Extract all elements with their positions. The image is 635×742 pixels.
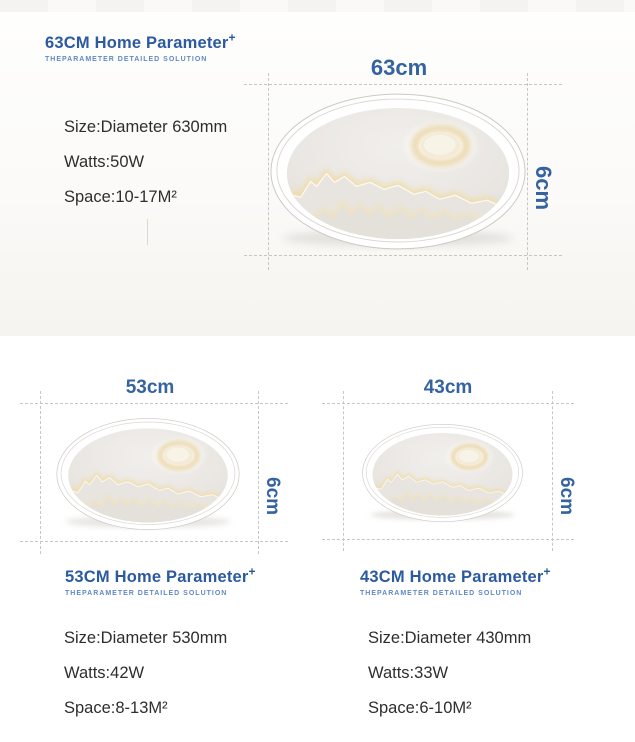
- dimension-guide-top-63: [244, 84, 562, 85]
- dimension-guide-left-43: [343, 391, 344, 551]
- spec-list-43: [368, 630, 531, 735]
- dimension-guide-bottom-43: [322, 539, 574, 540]
- width-dimension-label-43: 43cm: [423, 377, 473, 398]
- plus-icon: +: [228, 30, 236, 45]
- width-dimension-label-63: 63cm: [370, 55, 428, 80]
- param-title-text: 53CM Home Parameter: [65, 568, 249, 586]
- spec-watts: Watts:42W: [64, 664, 145, 682]
- spec-list-53: [64, 630, 227, 735]
- ceiling-lamp-image-63: [269, 92, 527, 251]
- spec-size: Size:Diameter 430mm: [368, 629, 532, 647]
- param-subtitle-43: THEPARAMETER DETAILED SOLUTION: [360, 590, 523, 597]
- param-title-63: [45, 30, 236, 53]
- spec-space: Space:8-13M²: [64, 699, 168, 717]
- param-header-63: [45, 30, 236, 63]
- dimension-guide-right-63: [527, 73, 528, 270]
- spec-space: Space:10-17M²: [64, 188, 177, 206]
- param-subtitle-53: THEPARAMETER DETAILED SOLUTION: [65, 590, 228, 597]
- stray-guide-tick: [147, 219, 148, 245]
- height-dimension-label-43: 6cm: [556, 477, 577, 516]
- spec-list-63: [64, 119, 227, 224]
- dimension-guide-top-43: [322, 403, 574, 404]
- plus-icon: +: [543, 564, 551, 579]
- param-header-43: [360, 564, 551, 597]
- dimension-guide-top-53: [20, 403, 288, 404]
- plus-icon: +: [248, 564, 256, 579]
- spec-size: Size:Diameter 630mm: [64, 118, 228, 136]
- param-title-43: [360, 564, 551, 587]
- spec-watts: Watts:50W: [64, 153, 145, 171]
- height-dimension-label-63: 6cm: [531, 166, 556, 211]
- dimension-guide-bottom-53: [20, 541, 288, 542]
- param-subtitle-63: THEPARAMETER DETAILED SOLUTION: [45, 56, 208, 63]
- spec-space: Space:6-10M²: [368, 699, 472, 717]
- param-title-text: 63CM Home Parameter: [45, 34, 229, 52]
- ceiling-lamp-image-43: [361, 423, 524, 523]
- dimension-guide-right-43: [552, 391, 553, 551]
- spec-size: Size:Diameter 530mm: [64, 629, 228, 647]
- top-edge-artifact: [0, 0, 635, 12]
- dimension-guide-bottom-63: [244, 255, 562, 256]
- width-dimension-label-53: 53cm: [125, 377, 175, 398]
- dimension-guide-left-53: [40, 391, 41, 554]
- height-dimension-label-53: 6cm: [262, 477, 283, 516]
- spec-watts: Watts:33W: [368, 664, 449, 682]
- param-title-53: [65, 564, 256, 587]
- ceiling-lamp-image-53: [55, 417, 241, 531]
- param-title-text: 43CM Home Parameter: [360, 568, 544, 586]
- param-header-53: [65, 564, 256, 597]
- dimension-guide-right-53: [258, 391, 259, 554]
